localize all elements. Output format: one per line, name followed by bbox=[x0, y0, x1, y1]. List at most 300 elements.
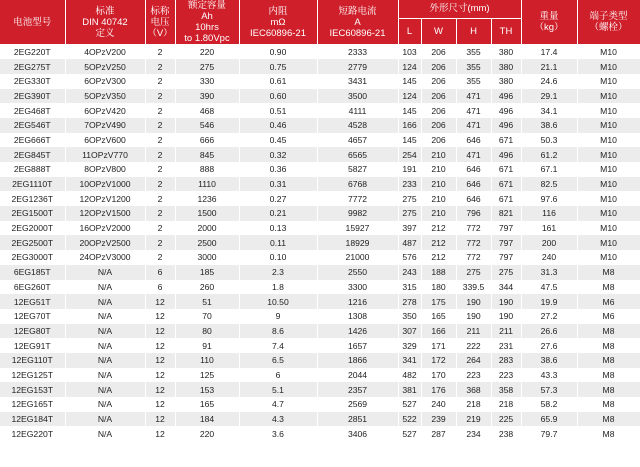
cell-capacity: 51 bbox=[175, 294, 239, 309]
col-header-resistance: 内阻 mΩ IEC60896-21 bbox=[239, 0, 317, 45]
cell-dim-w: 176 bbox=[421, 382, 456, 397]
cell-short-circuit: 2550 bbox=[317, 265, 398, 280]
cell-dim-th: 380 bbox=[491, 45, 521, 60]
table-row bbox=[0, 250, 640, 265]
cell-resistance: 0.21 bbox=[239, 206, 317, 221]
cell-model: 12EG80T bbox=[0, 324, 65, 339]
cell-terminal: M10 bbox=[577, 89, 640, 104]
cell-weight: 31.3 bbox=[521, 265, 577, 280]
cell-voltage: 2 bbox=[145, 221, 175, 236]
cell-dim-w: 210 bbox=[421, 147, 456, 162]
cell-terminal: M8 bbox=[577, 382, 640, 397]
cell-terminal: M10 bbox=[577, 221, 640, 236]
cell-terminal: M8 bbox=[577, 353, 640, 368]
cell-voltage: 2 bbox=[145, 133, 175, 148]
table-row bbox=[0, 118, 640, 133]
cell-model: 12EG184T bbox=[0, 412, 65, 427]
cell-dim-w: 171 bbox=[421, 338, 456, 353]
cell-short-circuit: 2044 bbox=[317, 368, 398, 383]
cell-voltage: 2 bbox=[145, 74, 175, 89]
cell-resistance: 0.51 bbox=[239, 103, 317, 118]
cell-resistance: 7.4 bbox=[239, 338, 317, 353]
cell-model: 12EG70T bbox=[0, 309, 65, 324]
cell-terminal: M10 bbox=[577, 177, 640, 192]
cell-voltage: 12 bbox=[145, 294, 175, 309]
cell-dim-w: 206 bbox=[421, 133, 456, 148]
cell-din: N/A bbox=[65, 324, 145, 339]
cell-dim-h: 355 bbox=[456, 59, 491, 74]
cell-short-circuit: 4657 bbox=[317, 133, 398, 148]
col-header-model: 电池型号 bbox=[0, 0, 65, 45]
cell-voltage: 6 bbox=[145, 265, 175, 280]
cell-capacity: 1236 bbox=[175, 191, 239, 206]
cell-model: 2EG468T bbox=[0, 103, 65, 118]
cell-dim-w: 180 bbox=[421, 280, 456, 295]
cell-dim-h: 219 bbox=[456, 412, 491, 427]
cell-resistance: 9 bbox=[239, 309, 317, 324]
cell-dim-h: 264 bbox=[456, 353, 491, 368]
cell-terminal: M6 bbox=[577, 309, 640, 324]
table-row bbox=[0, 74, 640, 89]
cell-weight: 58.2 bbox=[521, 397, 577, 412]
cell-dim-h: 646 bbox=[456, 133, 491, 148]
cell-dim-l: 278 bbox=[398, 294, 421, 309]
cell-dim-th: 380 bbox=[491, 59, 521, 74]
cell-voltage: 2 bbox=[145, 103, 175, 118]
cell-short-circuit: 15927 bbox=[317, 221, 398, 236]
cell-weight: 240 bbox=[521, 250, 577, 265]
cell-voltage: 12 bbox=[145, 338, 175, 353]
cell-resistance: 4.3 bbox=[239, 412, 317, 427]
cell-weight: 38.6 bbox=[521, 118, 577, 133]
cell-terminal: M10 bbox=[577, 235, 640, 250]
cell-dim-w: 210 bbox=[421, 191, 456, 206]
cell-weight: 43.3 bbox=[521, 368, 577, 383]
cell-model: 12EG165T bbox=[0, 397, 65, 412]
cell-capacity: 330 bbox=[175, 74, 239, 89]
cell-din: N/A bbox=[65, 280, 145, 295]
cell-dim-l: 341 bbox=[398, 353, 421, 368]
cell-resistance: 0.36 bbox=[239, 162, 317, 177]
cell-dim-h: 471 bbox=[456, 103, 491, 118]
cell-model: 12EG153T bbox=[0, 382, 65, 397]
cell-din: 4OPzV200 bbox=[65, 45, 145, 60]
cell-model: 12EG110T bbox=[0, 353, 65, 368]
cell-model: 2EG2000T bbox=[0, 221, 65, 236]
cell-dim-l: 576 bbox=[398, 250, 421, 265]
cell-weight: 97.6 bbox=[521, 191, 577, 206]
cell-model: 2EG546T bbox=[0, 118, 65, 133]
cell-voltage: 2 bbox=[145, 89, 175, 104]
cell-short-circuit: 2779 bbox=[317, 59, 398, 74]
cell-weight: 50.3 bbox=[521, 133, 577, 148]
cell-dim-w: 210 bbox=[421, 177, 456, 192]
col-header-capacity: 额定容量 Ah 10hrs to 1.80Vpc bbox=[175, 0, 239, 45]
cell-resistance: 4.7 bbox=[239, 397, 317, 412]
cell-weight: 21.1 bbox=[521, 59, 577, 74]
cell-dim-h: 772 bbox=[456, 250, 491, 265]
cell-short-circuit: 3300 bbox=[317, 280, 398, 295]
cell-din: 7OPzV490 bbox=[65, 118, 145, 133]
cell-dim-h: 211 bbox=[456, 324, 491, 339]
cell-weight: 57.3 bbox=[521, 382, 577, 397]
cell-din: 6OPzV420 bbox=[65, 103, 145, 118]
col-header-voltage: 标称 电压 （V） bbox=[145, 0, 175, 45]
cell-din: N/A bbox=[65, 412, 145, 427]
cell-dim-h: 222 bbox=[456, 338, 491, 353]
cell-voltage: 6 bbox=[145, 280, 175, 295]
cell-dim-w: 212 bbox=[421, 235, 456, 250]
cell-din: N/A bbox=[65, 338, 145, 353]
cell-resistance: 0.60 bbox=[239, 89, 317, 104]
cell-terminal: M10 bbox=[577, 206, 640, 221]
cell-din: 12OPzV1200 bbox=[65, 191, 145, 206]
cell-din: N/A bbox=[65, 294, 145, 309]
cell-din: N/A bbox=[65, 426, 145, 441]
cell-short-circuit: 2851 bbox=[317, 412, 398, 427]
cell-dim-th: 211 bbox=[491, 324, 521, 339]
cell-dim-w: 206 bbox=[421, 74, 456, 89]
cell-dim-l: 522 bbox=[398, 412, 421, 427]
cell-dim-h: 355 bbox=[456, 45, 491, 60]
cell-model: 2EG1236T bbox=[0, 191, 65, 206]
table-row bbox=[0, 45, 640, 60]
cell-dim-l: 124 bbox=[398, 59, 421, 74]
cell-resistance: 0.27 bbox=[239, 191, 317, 206]
cell-model: 2EG888T bbox=[0, 162, 65, 177]
cell-model: 12EG125T bbox=[0, 368, 65, 383]
cell-terminal: M8 bbox=[577, 324, 640, 339]
cell-model: 12EG51T bbox=[0, 294, 65, 309]
cell-resistance: 8.6 bbox=[239, 324, 317, 339]
col-header-dim-l: L bbox=[398, 18, 421, 44]
cell-short-circuit: 18929 bbox=[317, 235, 398, 250]
cell-short-circuit: 3500 bbox=[317, 89, 398, 104]
cell-voltage: 2 bbox=[145, 250, 175, 265]
cell-short-circuit: 4111 bbox=[317, 103, 398, 118]
cell-dim-w: 212 bbox=[421, 250, 456, 265]
cell-short-circuit: 3406 bbox=[317, 426, 398, 441]
cell-resistance: 6.5 bbox=[239, 353, 317, 368]
cell-resistance: 5.1 bbox=[239, 382, 317, 397]
cell-dim-th: 671 bbox=[491, 191, 521, 206]
table-row bbox=[0, 368, 640, 383]
cell-weight: 26.6 bbox=[521, 324, 577, 339]
cell-resistance: 2.3 bbox=[239, 265, 317, 280]
cell-voltage: 2 bbox=[145, 191, 175, 206]
cell-capacity: 185 bbox=[175, 265, 239, 280]
cell-dim-w: 172 bbox=[421, 353, 456, 368]
cell-capacity: 80 bbox=[175, 324, 239, 339]
cell-voltage: 12 bbox=[145, 412, 175, 427]
cell-dim-h: 223 bbox=[456, 368, 491, 383]
col-header-dimensions: 外形尺寸(mm) bbox=[398, 0, 521, 18]
cell-capacity: 1500 bbox=[175, 206, 239, 221]
cell-voltage: 2 bbox=[145, 206, 175, 221]
cell-short-circuit: 6565 bbox=[317, 147, 398, 162]
cell-capacity: 110 bbox=[175, 353, 239, 368]
cell-model: 2EG2500T bbox=[0, 235, 65, 250]
cell-terminal: M8 bbox=[577, 426, 640, 441]
cell-dim-th: 223 bbox=[491, 368, 521, 383]
cell-terminal: M8 bbox=[577, 368, 640, 383]
cell-voltage: 2 bbox=[145, 147, 175, 162]
cell-dim-th: 797 bbox=[491, 235, 521, 250]
cell-dim-l: 315 bbox=[398, 280, 421, 295]
cell-dim-l: 145 bbox=[398, 103, 421, 118]
cell-dim-h: 190 bbox=[456, 294, 491, 309]
cell-dim-w: 212 bbox=[421, 221, 456, 236]
cell-dim-th: 231 bbox=[491, 338, 521, 353]
table-row bbox=[0, 426, 640, 441]
cell-voltage: 2 bbox=[145, 59, 175, 74]
cell-resistance: 1.8 bbox=[239, 280, 317, 295]
cell-terminal: M10 bbox=[577, 191, 640, 206]
cell-din: 12OPzV1500 bbox=[65, 206, 145, 221]
cell-dim-l: 482 bbox=[398, 368, 421, 383]
cell-resistance: 6 bbox=[239, 368, 317, 383]
cell-dim-h: 772 bbox=[456, 221, 491, 236]
cell-dim-l: 397 bbox=[398, 221, 421, 236]
cell-model: 6EG260T bbox=[0, 280, 65, 295]
cell-dim-h: 646 bbox=[456, 162, 491, 177]
cell-weight: 34.1 bbox=[521, 103, 577, 118]
cell-din: 5OPzV350 bbox=[65, 89, 145, 104]
cell-terminal: M8 bbox=[577, 338, 640, 353]
table-row bbox=[0, 412, 640, 427]
cell-dim-l: 307 bbox=[398, 324, 421, 339]
cell-voltage: 12 bbox=[145, 324, 175, 339]
cell-din: N/A bbox=[65, 309, 145, 324]
cell-terminal: M10 bbox=[577, 74, 640, 89]
cell-dim-l: 350 bbox=[398, 309, 421, 324]
cell-voltage: 2 bbox=[145, 235, 175, 250]
cell-short-circuit: 1216 bbox=[317, 294, 398, 309]
table-row bbox=[0, 221, 640, 236]
cell-terminal: M6 bbox=[577, 294, 640, 309]
cell-voltage: 2 bbox=[145, 45, 175, 60]
table-row bbox=[0, 280, 640, 295]
col-header-weight: 重量 （kg） bbox=[521, 0, 577, 45]
cell-model: 12EG91T bbox=[0, 338, 65, 353]
header-row-top bbox=[0, 0, 640, 18]
cell-capacity: 125 bbox=[175, 368, 239, 383]
cell-dim-l: 527 bbox=[398, 397, 421, 412]
cell-capacity: 91 bbox=[175, 338, 239, 353]
cell-dim-th: 821 bbox=[491, 206, 521, 221]
cell-din: 10OPzV1000 bbox=[65, 177, 145, 192]
cell-dim-th: 496 bbox=[491, 147, 521, 162]
cell-din: 16OPzV2000 bbox=[65, 221, 145, 236]
cell-terminal: M8 bbox=[577, 412, 640, 427]
cell-capacity: 275 bbox=[175, 59, 239, 74]
cell-voltage: 12 bbox=[145, 382, 175, 397]
cell-din: 8OPzV800 bbox=[65, 162, 145, 177]
cell-capacity: 888 bbox=[175, 162, 239, 177]
table-row bbox=[0, 89, 640, 104]
table-row bbox=[0, 309, 640, 324]
cell-din: N/A bbox=[65, 353, 145, 368]
col-header-dim-h: H bbox=[456, 18, 491, 44]
cell-model: 2EG330T bbox=[0, 74, 65, 89]
cell-dim-th: 218 bbox=[491, 397, 521, 412]
cell-resistance: 0.45 bbox=[239, 133, 317, 148]
cell-weight: 116 bbox=[521, 206, 577, 221]
cell-model: 2EG1110T bbox=[0, 177, 65, 192]
cell-dim-w: 210 bbox=[421, 206, 456, 221]
cell-capacity: 260 bbox=[175, 280, 239, 295]
cell-weight: 17.4 bbox=[521, 45, 577, 60]
cell-resistance: 0.10 bbox=[239, 250, 317, 265]
col-header-short-circuit: 短路电流 A IEC60896-21 bbox=[317, 0, 398, 45]
cell-short-circuit: 1866 bbox=[317, 353, 398, 368]
cell-resistance: 0.13 bbox=[239, 221, 317, 236]
cell-terminal: M10 bbox=[577, 162, 640, 177]
table-row bbox=[0, 324, 640, 339]
cell-dim-l: 233 bbox=[398, 177, 421, 192]
cell-din: 6OPzV600 bbox=[65, 133, 145, 148]
table-row bbox=[0, 177, 640, 192]
cell-dim-th: 238 bbox=[491, 426, 521, 441]
cell-capacity: 2000 bbox=[175, 221, 239, 236]
cell-dim-th: 496 bbox=[491, 103, 521, 118]
cell-dim-th: 797 bbox=[491, 250, 521, 265]
cell-capacity: 390 bbox=[175, 89, 239, 104]
cell-dim-h: 646 bbox=[456, 177, 491, 192]
cell-terminal: M10 bbox=[577, 250, 640, 265]
cell-din: 24OPzV3000 bbox=[65, 250, 145, 265]
cell-capacity: 1110 bbox=[175, 177, 239, 192]
cell-capacity: 153 bbox=[175, 382, 239, 397]
cell-din: N/A bbox=[65, 382, 145, 397]
cell-capacity: 845 bbox=[175, 147, 239, 162]
cell-resistance: 0.31 bbox=[239, 177, 317, 192]
cell-resistance: 0.32 bbox=[239, 147, 317, 162]
table-row bbox=[0, 397, 640, 412]
table-body bbox=[0, 45, 640, 442]
cell-weight: 27.2 bbox=[521, 309, 577, 324]
cell-short-circuit: 4528 bbox=[317, 118, 398, 133]
cell-weight: 47.5 bbox=[521, 280, 577, 295]
cell-weight: 161 bbox=[521, 221, 577, 236]
table-row bbox=[0, 133, 640, 148]
cell-din: N/A bbox=[65, 265, 145, 280]
cell-dim-h: 234 bbox=[456, 426, 491, 441]
cell-terminal: M10 bbox=[577, 147, 640, 162]
cell-dim-th: 225 bbox=[491, 412, 521, 427]
cell-resistance: 0.75 bbox=[239, 59, 317, 74]
cell-model: 2EG3000T bbox=[0, 250, 65, 265]
cell-model: 2EG666T bbox=[0, 133, 65, 148]
cell-dim-l: 275 bbox=[398, 206, 421, 221]
cell-dim-w: 206 bbox=[421, 89, 456, 104]
cell-dim-l: 145 bbox=[398, 74, 421, 89]
table-row bbox=[0, 162, 640, 177]
cell-capacity: 2500 bbox=[175, 235, 239, 250]
cell-voltage: 2 bbox=[145, 162, 175, 177]
cell-resistance: 0.11 bbox=[239, 235, 317, 250]
cell-weight: 19.9 bbox=[521, 294, 577, 309]
cell-din: N/A bbox=[65, 397, 145, 412]
cell-din: 11OPzV770 bbox=[65, 147, 145, 162]
cell-weight: 82.5 bbox=[521, 177, 577, 192]
cell-din: 6OPzV300 bbox=[65, 74, 145, 89]
cell-dim-h: 355 bbox=[456, 74, 491, 89]
cell-dim-th: 797 bbox=[491, 221, 521, 236]
cell-dim-th: 496 bbox=[491, 89, 521, 104]
cell-capacity: 220 bbox=[175, 426, 239, 441]
cell-dim-h: 218 bbox=[456, 397, 491, 412]
cell-din: 5OPzV250 bbox=[65, 59, 145, 74]
cell-model: 2EG220T bbox=[0, 45, 65, 60]
cell-capacity: 184 bbox=[175, 412, 239, 427]
cell-dim-w: 206 bbox=[421, 103, 456, 118]
cell-dim-th: 380 bbox=[491, 74, 521, 89]
cell-short-circuit: 5827 bbox=[317, 162, 398, 177]
cell-short-circuit: 6768 bbox=[317, 177, 398, 192]
cell-dim-h: 772 bbox=[456, 235, 491, 250]
cell-terminal: M8 bbox=[577, 280, 640, 295]
cell-short-circuit: 9982 bbox=[317, 206, 398, 221]
cell-short-circuit: 2569 bbox=[317, 397, 398, 412]
cell-voltage: 12 bbox=[145, 426, 175, 441]
cell-dim-w: 170 bbox=[421, 368, 456, 383]
cell-weight: 79.7 bbox=[521, 426, 577, 441]
cell-short-circuit: 3431 bbox=[317, 74, 398, 89]
cell-voltage: 2 bbox=[145, 177, 175, 192]
cell-dim-h: 339.5 bbox=[456, 280, 491, 295]
cell-dim-l: 254 bbox=[398, 147, 421, 162]
cell-dim-h: 471 bbox=[456, 89, 491, 104]
cell-dim-h: 796 bbox=[456, 206, 491, 221]
table-row bbox=[0, 59, 640, 74]
cell-dim-th: 671 bbox=[491, 162, 521, 177]
cell-weight: 29.1 bbox=[521, 89, 577, 104]
cell-dim-w: 175 bbox=[421, 294, 456, 309]
cell-voltage: 12 bbox=[145, 353, 175, 368]
table-row bbox=[0, 382, 640, 397]
cell-voltage: 12 bbox=[145, 368, 175, 383]
cell-resistance: 3.6 bbox=[239, 426, 317, 441]
cell-dim-h: 190 bbox=[456, 309, 491, 324]
cell-dim-w: 166 bbox=[421, 324, 456, 339]
cell-dim-w: 240 bbox=[421, 397, 456, 412]
cell-dim-w: 210 bbox=[421, 162, 456, 177]
cell-resistance: 0.90 bbox=[239, 45, 317, 60]
cell-dim-l: 145 bbox=[398, 133, 421, 148]
cell-dim-th: 275 bbox=[491, 265, 521, 280]
cell-short-circuit: 1426 bbox=[317, 324, 398, 339]
cell-dim-l: 329 bbox=[398, 338, 421, 353]
cell-weight: 61.2 bbox=[521, 147, 577, 162]
table-row bbox=[0, 294, 640, 309]
cell-capacity: 3000 bbox=[175, 250, 239, 265]
cell-dim-l: 124 bbox=[398, 89, 421, 104]
cell-dim-w: 287 bbox=[421, 426, 456, 441]
cell-dim-l: 275 bbox=[398, 191, 421, 206]
cell-dim-l: 487 bbox=[398, 235, 421, 250]
cell-dim-h: 368 bbox=[456, 382, 491, 397]
cell-model: 2EG275T bbox=[0, 59, 65, 74]
cell-model: 6EG185T bbox=[0, 265, 65, 280]
cell-model: 2EG390T bbox=[0, 89, 65, 104]
cell-din: N/A bbox=[65, 368, 145, 383]
cell-dim-w: 206 bbox=[421, 45, 456, 60]
cell-dim-h: 275 bbox=[456, 265, 491, 280]
cell-dim-l: 166 bbox=[398, 118, 421, 133]
col-header-terminal: 端子类型 （螺栓） bbox=[577, 0, 640, 45]
cell-weight: 200 bbox=[521, 235, 577, 250]
